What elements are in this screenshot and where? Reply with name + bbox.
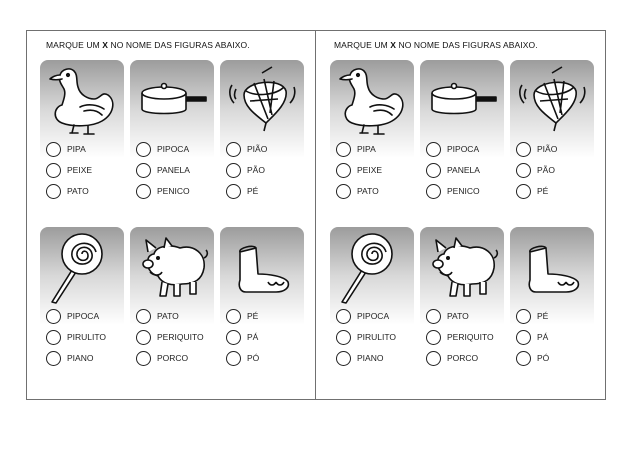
answer-option[interactable] (516, 349, 549, 367)
spinning-top-picture (224, 63, 300, 137)
instruction-mark: X (102, 40, 109, 50)
answer-circle[interactable] (336, 330, 351, 345)
answer-circle[interactable] (136, 330, 151, 345)
answer-label: PÉ (247, 311, 259, 321)
answer-circle[interactable] (136, 351, 151, 366)
answer-circle[interactable] (46, 309, 61, 324)
answer-circle[interactable] (426, 351, 441, 366)
answer-option[interactable] (336, 182, 379, 200)
duck-picture (44, 63, 120, 137)
answer-option[interactable] (46, 328, 106, 346)
answer-option[interactable] (226, 140, 267, 158)
answer-label: PIANO (67, 353, 94, 363)
answer-label: PENICO (447, 186, 480, 196)
answer-label: PEIXE (357, 165, 383, 175)
foot-picture (514, 230, 590, 304)
figure-card (510, 227, 594, 367)
answer-label: PIPA (67, 144, 86, 154)
instruction-pre: MARQUE UM (334, 40, 391, 50)
answer-label: PÉ (247, 186, 259, 196)
instruction-post: NO NOME DAS FIGURAS ABAIXO. (396, 40, 538, 50)
answer-circle[interactable] (426, 309, 441, 324)
answer-option[interactable] (46, 140, 86, 158)
answer-option[interactable] (516, 161, 555, 179)
answer-label: PÉ (537, 186, 549, 196)
instruction-text (334, 40, 538, 50)
answer-circle[interactable] (426, 330, 441, 345)
answer-option[interactable] (426, 328, 494, 346)
answer-label: PANELA (157, 165, 190, 175)
answer-option[interactable] (426, 349, 478, 367)
foot-picture (224, 230, 300, 304)
instruction-text (46, 40, 250, 50)
answer-option[interactable] (516, 328, 548, 346)
pig-picture (134, 230, 210, 304)
answer-label: PATO (67, 186, 89, 196)
answer-option[interactable] (426, 307, 469, 325)
answer-label: PATO (357, 186, 379, 196)
answer-circle[interactable] (426, 142, 441, 157)
answer-circle[interactable] (136, 309, 151, 324)
answer-option[interactable] (426, 140, 479, 158)
pan-picture (134, 63, 210, 137)
answer-circle[interactable] (136, 142, 151, 157)
instruction-mark: X (390, 40, 397, 50)
answer-circle[interactable] (426, 163, 441, 178)
figure-card (220, 227, 304, 367)
answer-label: PENICO (157, 186, 190, 196)
answer-circle[interactable] (516, 163, 531, 178)
figure-card (420, 60, 504, 200)
answer-label: PERIQUITO (447, 332, 494, 342)
instruction-pre: MARQUE UM (46, 40, 103, 50)
answer-option[interactable] (336, 140, 376, 158)
answer-label: PATO (157, 311, 179, 321)
answer-label: PIPOCA (157, 144, 190, 154)
duck-picture (334, 63, 410, 137)
answer-option[interactable] (136, 182, 190, 200)
answer-circle[interactable] (516, 309, 531, 324)
answer-circle[interactable] (46, 351, 61, 366)
answer-option[interactable] (46, 349, 93, 367)
worksheet-left (26, 30, 316, 400)
answer-label: PATO (447, 311, 469, 321)
answer-option[interactable] (46, 161, 92, 179)
answer-label: PÃO (247, 165, 265, 175)
answer-circle[interactable] (336, 184, 351, 199)
answer-circle[interactable] (336, 142, 351, 157)
answer-circle[interactable] (516, 351, 531, 366)
answer-circle[interactable] (426, 184, 441, 199)
answer-option[interactable] (136, 307, 179, 325)
pan-picture (424, 63, 500, 137)
answer-option[interactable] (226, 182, 258, 200)
figure-card (510, 60, 594, 200)
answer-label: PIRULITO (67, 332, 107, 342)
answer-label: PIPA (357, 144, 376, 154)
answer-circle[interactable] (226, 351, 241, 366)
answer-label: PIPOCA (67, 311, 100, 321)
answer-label: PANELA (447, 165, 480, 175)
answer-label: PEIXE (67, 165, 93, 175)
answer-circle[interactable] (226, 163, 241, 178)
answer-option[interactable] (46, 182, 89, 200)
answer-label: PIANO (357, 353, 384, 363)
answer-circle[interactable] (226, 142, 241, 157)
answer-circle[interactable] (516, 330, 531, 345)
worksheet-right (316, 30, 606, 400)
answer-option[interactable] (336, 161, 382, 179)
answer-circle[interactable] (516, 184, 531, 199)
answer-option[interactable] (226, 328, 258, 346)
answer-label: PÃO (537, 165, 555, 175)
answer-option[interactable] (136, 349, 188, 367)
answer-option[interactable] (136, 140, 189, 158)
answer-label: PIRULITO (357, 332, 397, 342)
answer-label: PORCO (157, 353, 189, 363)
answer-circle[interactable] (336, 351, 351, 366)
instruction-post: NO NOME DAS FIGURAS ABAIXO. (108, 40, 250, 50)
answer-option[interactable] (516, 182, 548, 200)
answer-option[interactable] (46, 307, 99, 325)
figure-card (220, 60, 304, 200)
answer-label: PÁ (247, 332, 259, 342)
figure-card (130, 227, 214, 367)
answer-option[interactable] (226, 307, 258, 325)
answer-circle[interactable] (136, 184, 151, 199)
answer-option[interactable] (426, 182, 480, 200)
answer-circle[interactable] (336, 309, 351, 324)
spinning-top-picture (514, 63, 590, 137)
answer-label: PIPOCA (447, 144, 480, 154)
answer-label: PIÃO (247, 144, 268, 154)
lollipop-picture (44, 230, 120, 304)
answer-option[interactable] (136, 328, 204, 346)
answer-circle[interactable] (226, 184, 241, 199)
pig-picture (424, 230, 500, 304)
answer-label: PÓ (537, 353, 550, 363)
answer-option[interactable] (336, 328, 396, 346)
figure-card (40, 227, 124, 367)
answer-option[interactable] (516, 307, 548, 325)
answer-option[interactable] (516, 140, 557, 158)
answer-circle[interactable] (516, 142, 531, 157)
answer-circle[interactable] (46, 184, 61, 199)
answer-circle[interactable] (46, 330, 61, 345)
answer-label: PORCO (447, 353, 479, 363)
answer-circle[interactable] (136, 163, 151, 178)
answer-circle[interactable] (46, 142, 61, 157)
answer-option[interactable] (426, 161, 480, 179)
figure-card (420, 227, 504, 367)
answer-circle[interactable] (336, 163, 351, 178)
answer-option[interactable] (226, 349, 259, 367)
answer-label: PÓ (247, 353, 260, 363)
answer-option[interactable] (136, 161, 190, 179)
answer-circle[interactable] (226, 309, 241, 324)
answer-label: PÉ (537, 311, 549, 321)
figure-card (130, 60, 214, 200)
answer-circle[interactable] (226, 330, 241, 345)
answer-option[interactable] (226, 161, 265, 179)
figure-card (330, 60, 414, 200)
answer-label: PERIQUITO (157, 332, 204, 342)
lollipop-picture (334, 230, 410, 304)
figure-card (330, 227, 414, 367)
answer-label: PÁ (537, 332, 549, 342)
answer-circle[interactable] (46, 163, 61, 178)
answer-label: PIPOCA (357, 311, 390, 321)
answer-label: PIÃO (537, 144, 558, 154)
answer-option[interactable] (336, 307, 389, 325)
answer-option[interactable] (336, 349, 383, 367)
figure-card (40, 60, 124, 200)
